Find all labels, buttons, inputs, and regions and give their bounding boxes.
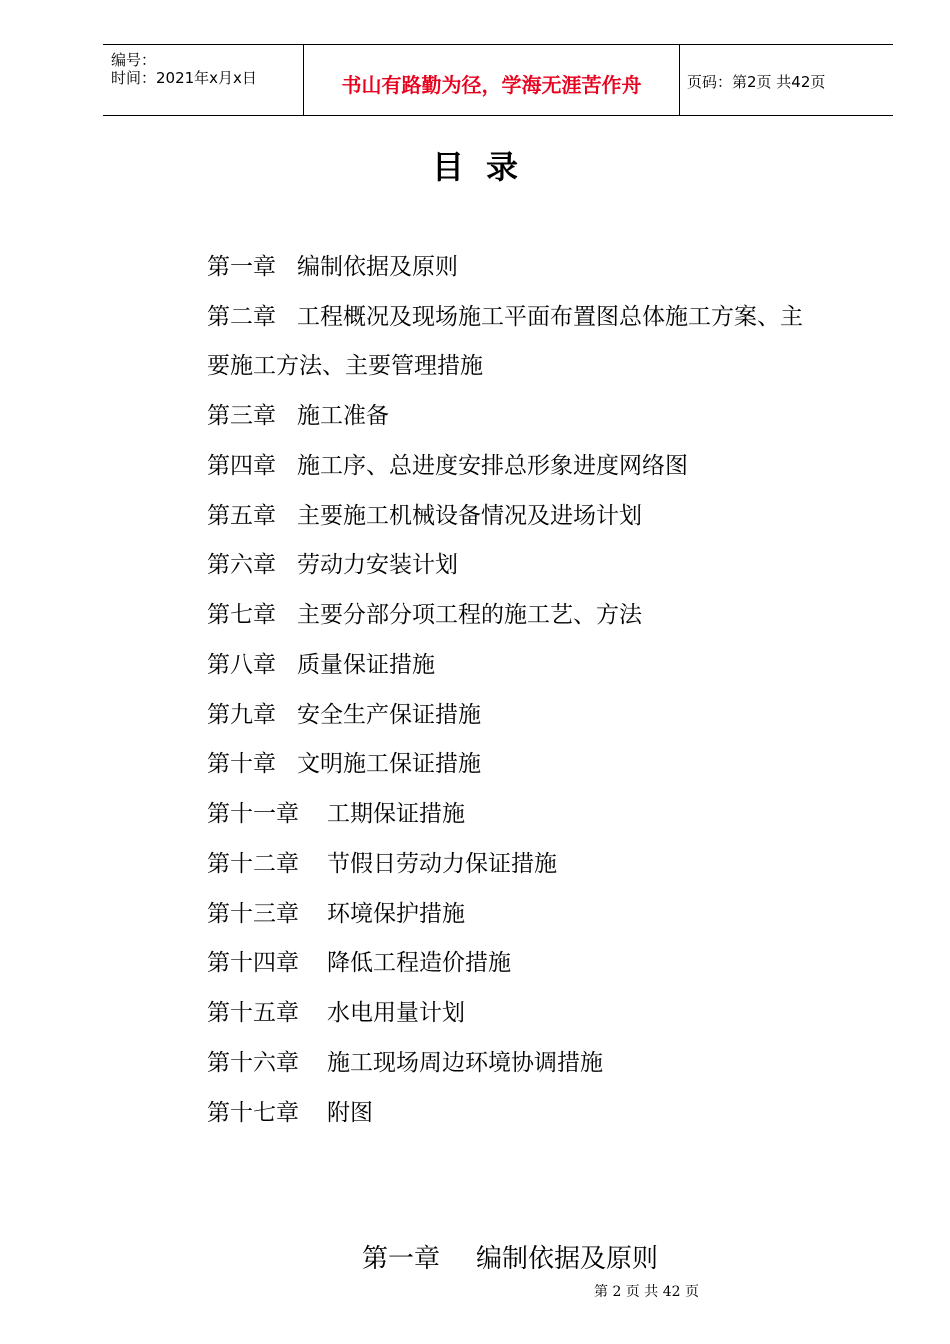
page-header: [103, 44, 893, 116]
toc-chapter-number: 第十六章: [207, 1050, 299, 1076]
toc-chapter-title: 施工现场周边环境协调措施: [327, 1050, 603, 1076]
toc-chapter-title: 主要分部分项工程的施工艺、方法: [297, 602, 642, 628]
toc-chapter-number: 第十一章: [207, 801, 299, 827]
toc-title: 目录: [431, 148, 540, 186]
toc-chapter-title: 质量保证措施: [297, 652, 435, 678]
toc-chapter-number: 第二章: [207, 304, 276, 330]
toc-chapter-number: 第五章: [207, 503, 276, 529]
document-number-label: 编号：: [111, 51, 157, 69]
toc-chapter-number: 第九章: [207, 702, 276, 728]
header-meta-cell: [103, 45, 303, 115]
toc-chapter-number: 第七章: [207, 602, 276, 628]
chapter-heading-number: 第一章: [362, 1244, 441, 1274]
toc-chapter-title-continuation: 要施工方法、主要管理措施: [207, 353, 483, 379]
toc-chapter-title: 节假日劳动力保证措施: [327, 851, 557, 877]
header-motto-cell: [303, 45, 680, 115]
document-time-label: 时间：2021年x月x日: [111, 69, 257, 87]
toc-chapter-number: 第六章: [207, 552, 276, 578]
toc-chapter-number: 第三章: [207, 403, 276, 429]
toc-chapter-title: 文明施工保证措施: [297, 751, 481, 777]
toc-chapter-number: 第十四章: [207, 950, 299, 976]
toc-chapter-title: 劳动力安装计划: [297, 552, 458, 578]
toc-chapter-title: 主要施工机械设备情况及进场计划: [297, 503, 642, 529]
toc-chapter-number: 第十章: [207, 751, 276, 777]
toc-chapter-number: 第四章: [207, 453, 276, 479]
toc-chapter-title: 工程概况及现场施工平面布置图总体施工方案、主: [297, 304, 803, 330]
toc-chapter-number: 第十三章: [207, 901, 299, 927]
page-footer: 第 2 页 共 42 页: [594, 1284, 699, 1300]
toc-chapter-title: 环境保护措施: [327, 901, 465, 927]
toc-chapter-title: 工期保证措施: [327, 801, 465, 827]
toc-chapter-number: 第十五章: [207, 1000, 299, 1026]
toc-chapter-number: 第一章: [207, 254, 276, 280]
toc-chapter-title: 水电用量计划: [327, 1000, 465, 1026]
chapter-heading-title: 编制依据及原则: [476, 1244, 659, 1274]
toc-chapter-number: 第十二章: [207, 851, 299, 877]
toc-chapter-title: 安全生产保证措施: [297, 702, 481, 728]
toc-chapter-number: 第十七章: [207, 1100, 299, 1126]
toc-chapter-number: 第八章: [207, 652, 276, 678]
toc-chapter-title: 施工序、总进度安排总形象进度网络图: [297, 453, 688, 479]
toc-chapter-title: 降低工程造价措施: [327, 950, 511, 976]
toc-chapter-title: 施工准备: [297, 403, 389, 429]
toc-chapter-title: 附图: [327, 1100, 373, 1126]
toc-chapter-title: 编制依据及原则: [297, 254, 458, 280]
chapter-heading: [362, 1238, 658, 1275]
header-page-info: 页码：第2页 共42页: [687, 73, 826, 91]
header-page-cell: [679, 45, 893, 115]
header-motto: 书山有路勤为径，学海无涯苦作舟: [341, 73, 642, 97]
